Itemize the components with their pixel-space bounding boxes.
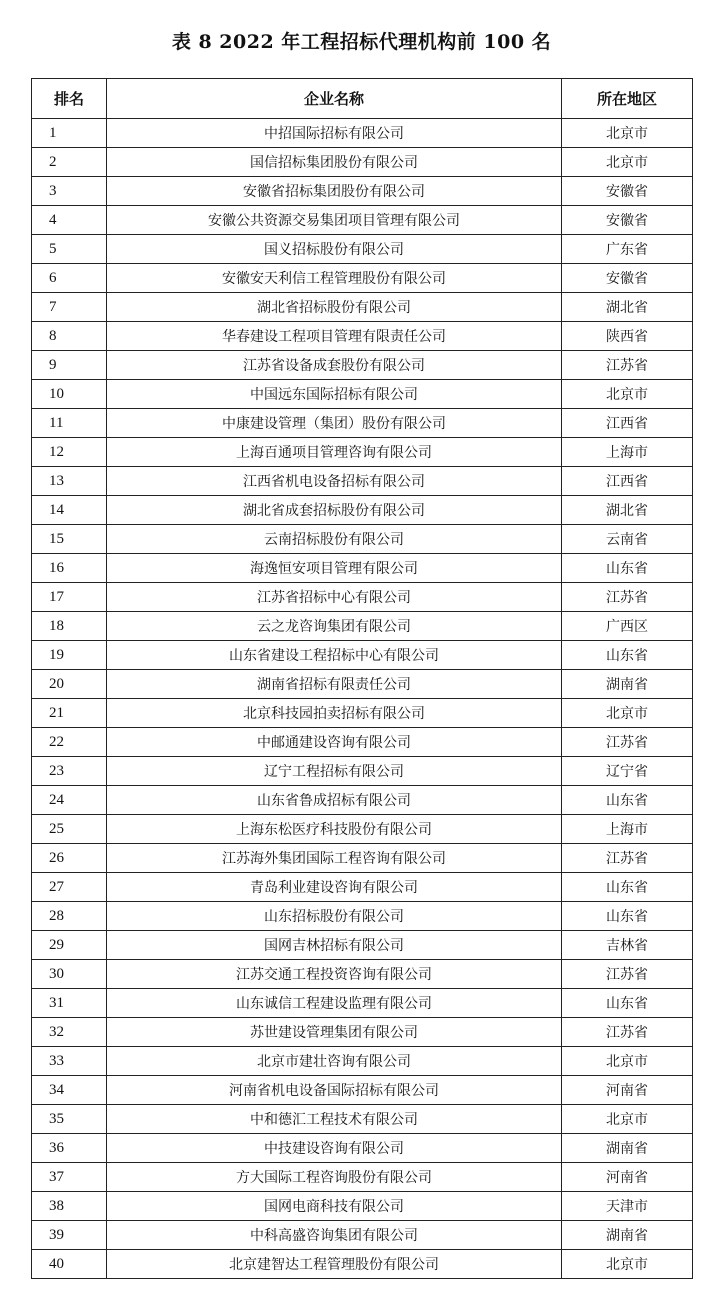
table-row xyxy=(32,322,693,351)
region-cell: 北京市 xyxy=(562,1250,693,1279)
rank-cell: 39 xyxy=(32,1221,107,1250)
company-name-cell: 江苏省招标中心有限公司 xyxy=(107,583,562,612)
company-name-cell: 苏世建设管理集团有限公司 xyxy=(107,1018,562,1047)
company-name-cell: 国信招标集团股份有限公司 xyxy=(107,148,562,177)
rank-cell: 6 xyxy=(32,264,107,293)
table-row xyxy=(32,1192,693,1221)
company-name-cell: 江苏交通工程投资咨询有限公司 xyxy=(107,960,562,989)
company-name-cell: 国义招标股份有限公司 xyxy=(107,235,562,264)
ranking-table xyxy=(31,78,693,1279)
rank-cell: 26 xyxy=(32,844,107,873)
company-name-cell: 江苏省设备成套股份有限公司 xyxy=(107,351,562,380)
company-name-cell: 中科高盛咨询集团有限公司 xyxy=(107,1221,562,1250)
region-cell: 河南省 xyxy=(562,1076,693,1105)
table-row xyxy=(32,583,693,612)
table-row xyxy=(32,1105,693,1134)
table-row xyxy=(32,293,693,322)
region-cell: 湖南省 xyxy=(562,1134,693,1163)
header-company-name: 企业名称 xyxy=(107,79,562,119)
region-cell: 云南省 xyxy=(562,525,693,554)
table-row xyxy=(32,1018,693,1047)
company-name-cell: 中邮通建设咨询有限公司 xyxy=(107,728,562,757)
rank-cell: 11 xyxy=(32,409,107,438)
region-cell: 安徽省 xyxy=(562,206,693,235)
table-row xyxy=(32,1250,693,1279)
rank-cell: 5 xyxy=(32,235,107,264)
company-name-cell: 上海东松医疗科技股份有限公司 xyxy=(107,815,562,844)
rank-cell: 35 xyxy=(32,1105,107,1134)
rank-cell: 25 xyxy=(32,815,107,844)
region-cell: 江苏省 xyxy=(562,351,693,380)
rank-cell: 29 xyxy=(32,931,107,960)
rank-cell: 37 xyxy=(32,1163,107,1192)
company-name-cell: 湖北省成套招标股份有限公司 xyxy=(107,496,562,525)
table-row xyxy=(32,496,693,525)
table-row xyxy=(32,264,693,293)
table-row xyxy=(32,1163,693,1192)
region-cell: 江西省 xyxy=(562,409,693,438)
region-cell: 湖南省 xyxy=(562,1221,693,1250)
region-cell: 河南省 xyxy=(562,1163,693,1192)
table-row xyxy=(32,931,693,960)
region-cell: 北京市 xyxy=(562,380,693,409)
region-cell: 安徽省 xyxy=(562,264,693,293)
region-cell: 北京市 xyxy=(562,1047,693,1076)
rank-cell: 9 xyxy=(32,351,107,380)
company-name-cell: 辽宁工程招标有限公司 xyxy=(107,757,562,786)
company-name-cell: 山东诚信工程建设监理有限公司 xyxy=(107,989,562,1018)
rank-cell: 3 xyxy=(32,177,107,206)
rank-cell: 22 xyxy=(32,728,107,757)
company-name-cell: 海逸恒安项目管理有限公司 xyxy=(107,554,562,583)
header-rank: 排名 xyxy=(32,79,107,119)
rank-cell: 23 xyxy=(32,757,107,786)
rank-cell: 12 xyxy=(32,438,107,467)
table-row xyxy=(32,1047,693,1076)
company-name-cell: 云南招标股份有限公司 xyxy=(107,525,562,554)
region-cell: 广东省 xyxy=(562,235,693,264)
region-cell: 江西省 xyxy=(562,467,693,496)
rank-cell: 40 xyxy=(32,1250,107,1279)
table-row xyxy=(32,525,693,554)
region-cell: 安徽省 xyxy=(562,177,693,206)
company-name-cell: 北京市建壮咨询有限公司 xyxy=(107,1047,562,1076)
company-name-cell: 江苏海外集团国际工程咨询有限公司 xyxy=(107,844,562,873)
rank-cell: 16 xyxy=(32,554,107,583)
table-row xyxy=(32,960,693,989)
table-row xyxy=(32,467,693,496)
table-row xyxy=(32,148,693,177)
table-row xyxy=(32,670,693,699)
table-row xyxy=(32,235,693,264)
rank-cell: 33 xyxy=(32,1047,107,1076)
table-row xyxy=(32,1076,693,1105)
rank-cell: 15 xyxy=(32,525,107,554)
table-row xyxy=(32,786,693,815)
table-row xyxy=(32,815,693,844)
rank-cell: 1 xyxy=(32,119,107,148)
region-cell: 天津市 xyxy=(562,1192,693,1221)
region-cell: 广西区 xyxy=(562,612,693,641)
region-cell: 辽宁省 xyxy=(562,757,693,786)
table-row xyxy=(32,989,693,1018)
region-cell: 吉林省 xyxy=(562,931,693,960)
rank-cell: 14 xyxy=(32,496,107,525)
rank-cell: 18 xyxy=(32,612,107,641)
table-row xyxy=(32,1221,693,1250)
region-cell: 上海市 xyxy=(562,815,693,844)
table-row xyxy=(32,554,693,583)
rank-cell: 17 xyxy=(32,583,107,612)
region-cell: 山东省 xyxy=(562,641,693,670)
company-name-cell: 安徽安天利信工程管理股份有限公司 xyxy=(107,264,562,293)
rank-cell: 4 xyxy=(32,206,107,235)
region-cell: 江苏省 xyxy=(562,844,693,873)
company-name-cell: 中国远东国际招标有限公司 xyxy=(107,380,562,409)
rank-cell: 30 xyxy=(32,960,107,989)
region-cell: 上海市 xyxy=(562,438,693,467)
company-name-cell: 中和德汇工程技术有限公司 xyxy=(107,1105,562,1134)
company-name-cell: 湖北省招标股份有限公司 xyxy=(107,293,562,322)
rank-cell: 13 xyxy=(32,467,107,496)
company-name-cell: 云之龙咨询集团有限公司 xyxy=(107,612,562,641)
company-name-cell: 安徽公共资源交易集团项目管理有限公司 xyxy=(107,206,562,235)
table-title: 表 8 2022 年工程招标代理机构前 100 名 xyxy=(171,31,552,53)
region-cell: 山东省 xyxy=(562,554,693,583)
region-cell: 湖北省 xyxy=(562,293,693,322)
company-name-cell: 北京建智达工程管理股份有限公司 xyxy=(107,1250,562,1279)
company-name-cell: 山东省建设工程招标中心有限公司 xyxy=(107,641,562,670)
rank-cell: 32 xyxy=(32,1018,107,1047)
table-row xyxy=(32,728,693,757)
region-cell: 江苏省 xyxy=(562,960,693,989)
region-cell: 北京市 xyxy=(562,148,693,177)
table-row xyxy=(32,177,693,206)
rank-cell: 21 xyxy=(32,699,107,728)
company-name-cell: 中招国际招标有限公司 xyxy=(107,119,562,148)
rank-cell: 38 xyxy=(32,1192,107,1221)
table-row xyxy=(32,757,693,786)
company-name-cell: 国网电商科技有限公司 xyxy=(107,1192,562,1221)
region-cell: 江苏省 xyxy=(562,583,693,612)
table-row xyxy=(32,380,693,409)
table-row xyxy=(32,641,693,670)
rank-cell: 8 xyxy=(32,322,107,351)
company-name-cell: 河南省机电设备国际招标有限公司 xyxy=(107,1076,562,1105)
rank-cell: 31 xyxy=(32,989,107,1018)
table-body xyxy=(32,119,693,1279)
table-row xyxy=(32,612,693,641)
table-row xyxy=(32,119,693,148)
rank-cell: 27 xyxy=(32,873,107,902)
rank-cell: 10 xyxy=(32,380,107,409)
region-cell: 山东省 xyxy=(562,902,693,931)
table-row xyxy=(32,351,693,380)
region-cell: 山东省 xyxy=(562,989,693,1018)
table-row xyxy=(32,902,693,931)
region-cell: 陕西省 xyxy=(562,322,693,351)
rank-cell: 34 xyxy=(32,1076,107,1105)
table-row xyxy=(32,844,693,873)
table-row xyxy=(32,1134,693,1163)
company-name-cell: 北京科技园拍卖招标有限公司 xyxy=(107,699,562,728)
rank-cell: 28 xyxy=(32,902,107,931)
company-name-cell: 山东省鲁成招标有限公司 xyxy=(107,786,562,815)
table-row xyxy=(32,206,693,235)
company-name-cell: 华春建设工程项目管理有限责任公司 xyxy=(107,322,562,351)
rank-cell: 7 xyxy=(32,293,107,322)
company-name-cell: 湖南省招标有限责任公司 xyxy=(107,670,562,699)
company-name-cell: 上海百通项目管理咨询有限公司 xyxy=(107,438,562,467)
company-name-cell: 青岛利业建设咨询有限公司 xyxy=(107,873,562,902)
region-cell: 山东省 xyxy=(562,786,693,815)
rank-cell: 19 xyxy=(32,641,107,670)
company-name-cell: 国网吉林招标有限公司 xyxy=(107,931,562,960)
region-cell: 北京市 xyxy=(562,119,693,148)
table-row xyxy=(32,873,693,902)
table-row xyxy=(32,699,693,728)
rank-cell: 20 xyxy=(32,670,107,699)
rank-cell: 24 xyxy=(32,786,107,815)
table-row xyxy=(32,438,693,467)
rank-cell: 2 xyxy=(32,148,107,177)
region-cell: 山东省 xyxy=(562,873,693,902)
region-cell: 湖南省 xyxy=(562,670,693,699)
company-name-cell: 中技建设咨询有限公司 xyxy=(107,1134,562,1163)
region-cell: 江苏省 xyxy=(562,1018,693,1047)
company-name-cell: 方大国际工程咨询股份有限公司 xyxy=(107,1163,562,1192)
table-row xyxy=(32,409,693,438)
company-name-cell: 山东招标股份有限公司 xyxy=(107,902,562,931)
header-region: 所在地区 xyxy=(562,79,693,119)
company-name-cell: 安徽省招标集团股份有限公司 xyxy=(107,177,562,206)
region-cell: 北京市 xyxy=(562,1105,693,1134)
company-name-cell: 中康建设管理（集团）股份有限公司 xyxy=(107,409,562,438)
rank-cell: 36 xyxy=(32,1134,107,1163)
table-header-row xyxy=(32,79,693,119)
region-cell: 湖北省 xyxy=(562,496,693,525)
region-cell: 北京市 xyxy=(562,699,693,728)
region-cell: 江苏省 xyxy=(562,728,693,757)
company-name-cell: 江西省机电设备招标有限公司 xyxy=(107,467,562,496)
